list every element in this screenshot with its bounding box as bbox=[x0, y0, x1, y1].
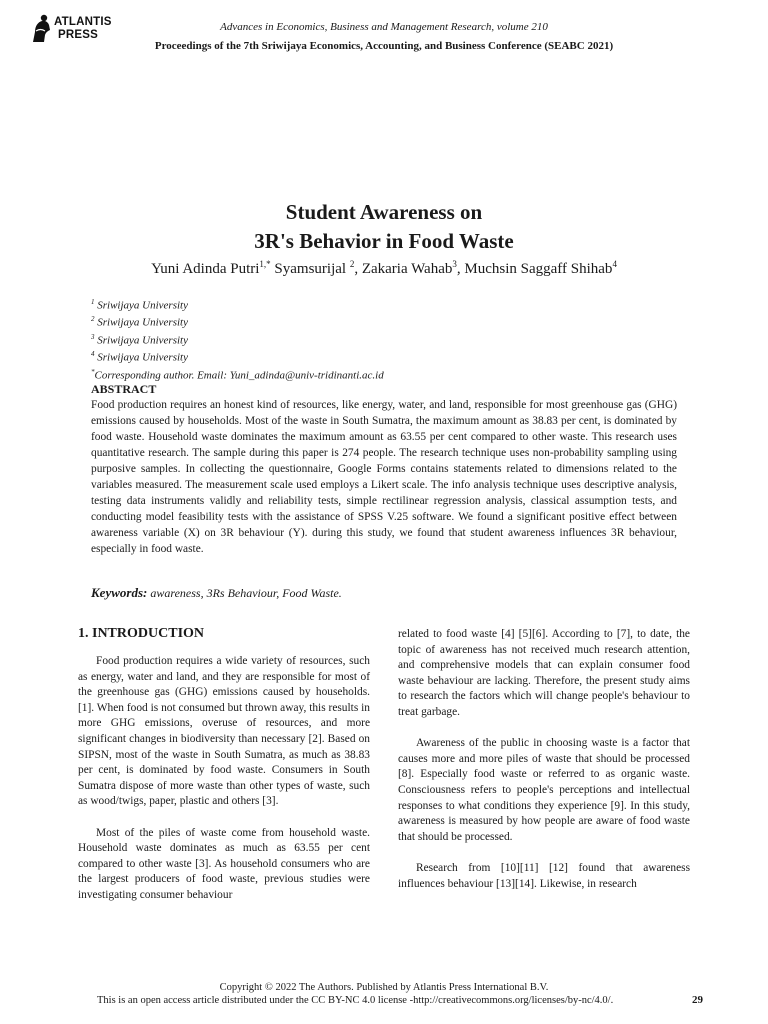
paper-title bbox=[0, 198, 768, 256]
title-line-2: 3R's Behavior in Food Waste bbox=[254, 229, 514, 253]
affiliation-list bbox=[91, 296, 384, 383]
abstract-heading: ABSTRACT bbox=[91, 382, 157, 396]
paragraph: Most of the piles of waste come from household waste. Household waste dominates as much as 63.55 per cent compared to other waste [3]. As household consumers who are the largest producers of food waste, previous studies were investigating consumer behaviour bbox=[78, 826, 370, 901]
paragraph: Food production requires a wide variety of resources, such as energy, water and land, and they are responsible for most of the greenhouse gas (GHG) emissions caused by households. [1]. When food is not consumed but thrown away, this results in more GHG emissions, overuse of resources, and more significant changes in biodiversity than necessary [2]. Based on SIPSN, most of the waste in South Sumatra, as much as 38.83 per cent, is dominated by food waste. Consumers in South Sumatra dispose of more waste than other types of waste, such as wood/twigs, paper, plastic and others [3]. bbox=[78, 655, 370, 808]
left-column bbox=[78, 654, 370, 919]
author-affil-mark: 4 bbox=[612, 259, 617, 269]
keywords-list: awareness, 3Rs Behaviour, Food Waste. bbox=[147, 586, 342, 600]
author-affil-mark: 1,* bbox=[259, 259, 271, 269]
keywords-label: Keywords: bbox=[91, 585, 148, 600]
license-notice: This is an open access article distributed under the CC BY-NC 4.0 license -http://creativecommons.org/licenses/by-nc/4.0/. bbox=[97, 995, 614, 1006]
author-affil-mark: 2 bbox=[349, 259, 355, 269]
keywords bbox=[91, 585, 342, 601]
right-column bbox=[398, 627, 690, 908]
affiliation: $^2$ Sriwijaya University bbox=[91, 315, 188, 330]
author-name: Yuni Adinda Putri bbox=[151, 261, 260, 277]
copyright-notice: Copyright © 2022 The Authors. Published by Atlantis Press International B.V. bbox=[219, 982, 549, 993]
proceedings-title: Proceedings of the 7th Sriwijaya Economics, Accounting, and Business Conference (SEABC 2021) bbox=[154, 40, 614, 52]
abstract-text: Food production requires an honest kind of resources, like energy, water, and land, responsible for most greenhouse gas (GHG) emissions caused by households. Most of the waste in South Sumatra, the maximum amount as 38.83 per cent, is dominated by food waste. Household waste dominates the maximum amount as 63.55 per cent compared to other waste. This research uses quantitative research. The sample during this paper is 274 people. The research technique uses non-probability sampling using purposive samples. In collecting the questionnaire, Google Forms contains statements related to dimensions related to the variables measured. The measurement scale used employs a Likert scale. The info analysis technique uses descriptive analysis, testing data instruments validly and reliability tests, simple rectilinear regression analysis, classical assumption tests, and conducting model feasibility tests with the assistance of SPSS V.25 software. We found a significant positive effect between awareness variable (X) on 3R behaviour (Y). during this study, we found that student awareness influences 3R behaviour, especially in food waste. bbox=[91, 399, 677, 555]
paragraph: Research from [10][11] [12] found that awareness influences behaviour [13][14]. Likewise, in research bbox=[398, 861, 690, 890]
author-name: , Zakaria Wahab bbox=[354, 261, 453, 277]
author-name: , Muchsin Saggaff Shihab bbox=[456, 261, 613, 277]
author-name: Syamsurijal bbox=[270, 261, 350, 277]
affiliation: $^4$ Sriwijaya University bbox=[91, 350, 188, 365]
logo-line-2: PRESS bbox=[58, 29, 98, 41]
section-heading-introduction: 1. INTRODUCTION bbox=[78, 626, 205, 641]
paragraph: related to food waste [4] [5][6]. According to [7], to date, the topic of awareness has not received much research attention, and comprehensive models that can explain consumer food waste behaviour are lacking. Therefore, the present study aims to research the factors which will change people's behaviour to treat garbage. bbox=[398, 628, 690, 718]
series-title: Advances in Economics, Business and Management Research, volume 210 bbox=[220, 21, 548, 33]
author-affil-mark: 3 bbox=[452, 259, 457, 269]
affiliation: $^1$ Sriwijaya University bbox=[91, 298, 188, 312]
corresponding-author: *Corresponding author. Email: Yuni_adinda@univ-tridinanti.ac.id bbox=[91, 367, 384, 382]
affiliation: $^3$ Sriwijaya University bbox=[91, 332, 188, 347]
author-list bbox=[0, 259, 768, 278]
logo-line-1: ATLANTIS bbox=[54, 16, 112, 28]
page-number: 29 bbox=[692, 994, 703, 1006]
paragraph: Awareness of the public in choosing waste is a factor that causes more and more piles of waste that should be processed [8]. Especially food waste or referred to as organic waste. Consciousness refers to people's perceptions and intellectual responses to what conditions they experience [9]. In this study, awareness is measured by how people are aware of food waste that should be processed. bbox=[398, 737, 690, 843]
title-line-1: Student Awareness on bbox=[285, 200, 483, 224]
